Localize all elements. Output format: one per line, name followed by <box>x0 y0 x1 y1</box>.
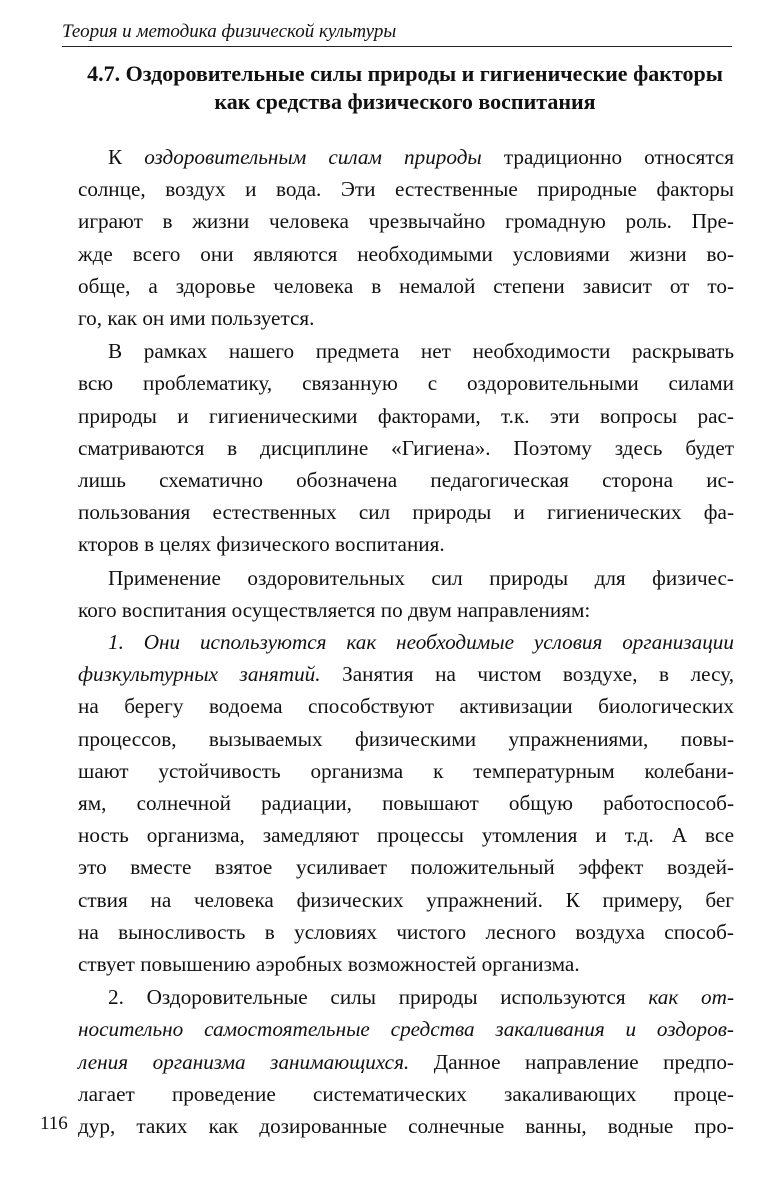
paragraph-4-line-6: ям, солнечной радиации, повышают общую работоспособ- <box>78 791 734 816</box>
section-title-line-2: как средства физического воспитания <box>214 89 596 114</box>
paragraph-4 <box>78 626 734 980</box>
paragraph-4-line-7: ность организма, замедляют процессы утомления и т.д. А все <box>78 823 734 848</box>
italic-term: физкультурных занятий. <box>78 662 321 687</box>
section-title-line-1: 4.7. Оздоровительные силы природы и гигиенические факторы <box>87 61 723 86</box>
paragraph-5-line-1 <box>78 981 734 1013</box>
paragraph-2 <box>78 335 734 560</box>
paragraph-2-line-6: пользования естественных сил природы и гигиенических фа- <box>78 500 734 525</box>
running-header: Теория и методика физической культуры <box>62 20 732 47</box>
paragraph-3-line-1: Применение оздоровительных сил природы для физичес- <box>108 565 734 590</box>
paragraph-2-line-4: сматриваются в дисциплине «Гигиена». Поэтому здесь будет <box>78 435 734 460</box>
paragraph-1-line-4: жде всего они являются необходимыми условиями жизни во- <box>78 241 734 266</box>
paragraph-2-line-7: кторов в целях физического воспитания. <box>78 532 445 557</box>
paragraph-4-line-1: 1. Они используются как необходимые условия организации <box>108 630 734 655</box>
paragraph-1-line-2: солнце, воздух и вода. Эти естественные природные факторы <box>78 177 734 202</box>
paragraph-1-line-5: обще, а здоровье человека в немалой степени зависит от то- <box>78 273 734 298</box>
paragraph-4-line-11: ствует повышению аэробных возможностей организма. <box>78 952 580 977</box>
paragraph-5-line-3 <box>78 1046 734 1078</box>
italic-term: оздоровительным силам природы <box>144 145 482 169</box>
text-run: 2. Оздоровительные силы природы используются <box>108 985 649 1010</box>
paragraph-4-line-4: процессов, вызываемых физическими упражнениями, повы- <box>78 726 734 751</box>
body-text <box>78 141 734 1142</box>
paragraph-2-line-5: лишь схематично обозначена педагогическая сторона ис- <box>78 468 734 493</box>
paragraph-1 <box>78 141 734 334</box>
paragraph-1-line-3: играют в жизни человека чрезвычайно громадную роль. Пре- <box>78 209 734 234</box>
paragraph-2-line-3: природы и гигиеническими факторами, т.к. эти вопросы рас- <box>78 403 734 428</box>
paragraph-3 <box>78 562 734 626</box>
paragraph-1-line-6: го, как он ими пользуется. <box>78 306 315 331</box>
italic-term: ления организма занимающихся. <box>78 1049 410 1074</box>
text-run: К <box>108 145 145 169</box>
paragraph-5 <box>78 981 734 1142</box>
italic-term: как от- <box>648 985 734 1010</box>
paragraph-4-line-5: шают устойчивость организма к температурным колебани- <box>78 758 734 783</box>
text-run: традиционно относятся <box>481 145 734 169</box>
paragraph-1-line-1 <box>78 141 734 173</box>
paragraph-4-line-8: это вместе взятое усиливает положительный эффект воздей- <box>78 855 734 880</box>
section-title <box>70 60 740 116</box>
text-run: Занятия на чистом воздухе, в лесу, <box>320 662 734 687</box>
paragraph-4-line-3: на берегу водоема способствуют активизации биологических <box>78 694 734 719</box>
paragraph-2-line-2: всю проблематику, связанную с оздоровительными силами <box>78 371 734 396</box>
paragraph-4-line-9: ствия на человека физических упражнений. К примеру, бег <box>78 887 734 912</box>
paragraph-5-line-4: лагает проведение систематических закаливающих проце- <box>78 1081 734 1106</box>
paragraph-5-line-2: носительно самостоятельные средства закаливания и оздоров- <box>78 1017 734 1042</box>
paragraph-2-line-1: В рамках нашего предмета нет необходимости раскрывать <box>108 339 734 364</box>
paragraph-4-line-2 <box>78 658 734 690</box>
page-number: 116 <box>40 1113 68 1134</box>
paragraph-4-line-10: на выносливость в условиях чистого лесного воздуха способ- <box>78 919 734 944</box>
paragraph-3-line-2: кого воспитания осуществляется по двум направлениям: <box>78 597 591 622</box>
text-run: Данное направление предпо- <box>409 1049 734 1074</box>
paragraph-5-line-5: дур, таких как дозированные солнечные ванны, водные про- <box>78 1114 734 1139</box>
